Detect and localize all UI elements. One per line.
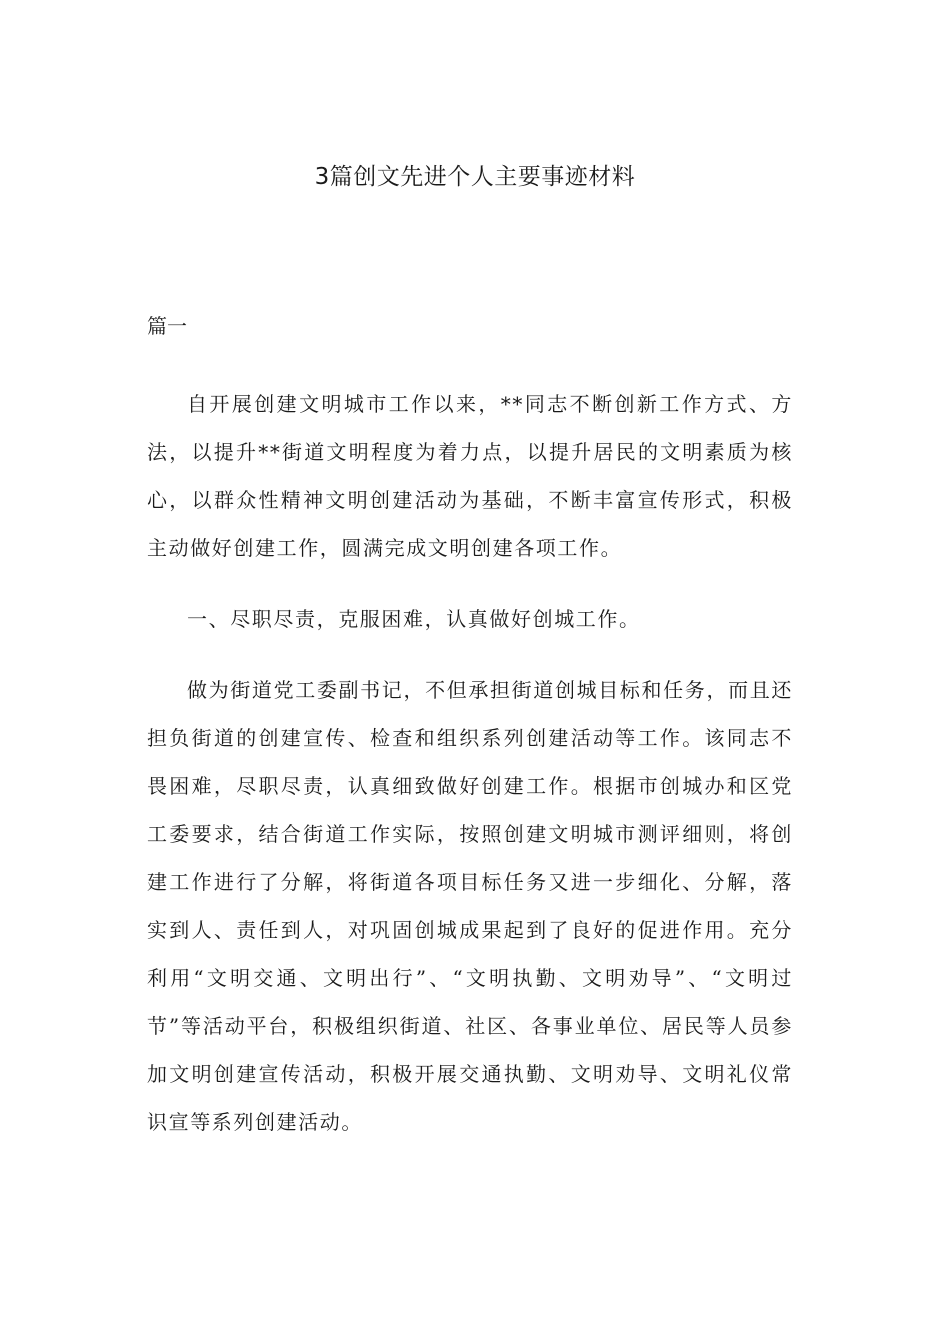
section-label: 篇一: [147, 314, 187, 338]
document-title: 3篇创文先进个人主要事迹材料: [314, 164, 636, 190]
body-paragraph: 做为街道党工委副书记，不但承担街道创城目标和任务，而且还担负街道的创建宣传、检查和组织系列创建活动等工作。该同志不畏困难，尽职尽责，认真细致做好创建工作。根据市创城办和区党工委要求，结合街道工作实际，按照创建文明城市测评细则，将创建工作进行了分解，将街道各项目标任务又进一步细化、分解，落实到人、责任到人，对巩固创城成果起到了良好的促进作用。充分利用“文明交通、文明出行”、“文明执勤、文明劝导”、“文明过节”等活动平台，积极组织街道、社区、各事业单位、居民等人员参加文明创建宣传活动，积极开展交通执勤、文明劝导、文明礼仪常识宣等系列创建活动。: [147, 678, 793, 1134]
section-heading: 一、尽职尽责，克服困难，认真做好创城工作。: [187, 607, 641, 631]
document-body: [147, 310, 793, 1169]
intro-paragraph: 自开展创建文明城市工作以来，**同志不断创新工作方式、方法，以提升**街道文明程度为着力点，以提升居民的文明素质为核心，以群众性精神文明创建活动为基础，不断丰富宣传形式，积极主动做好创建工作，圆满完成文明创建各项工作。: [147, 392, 793, 560]
